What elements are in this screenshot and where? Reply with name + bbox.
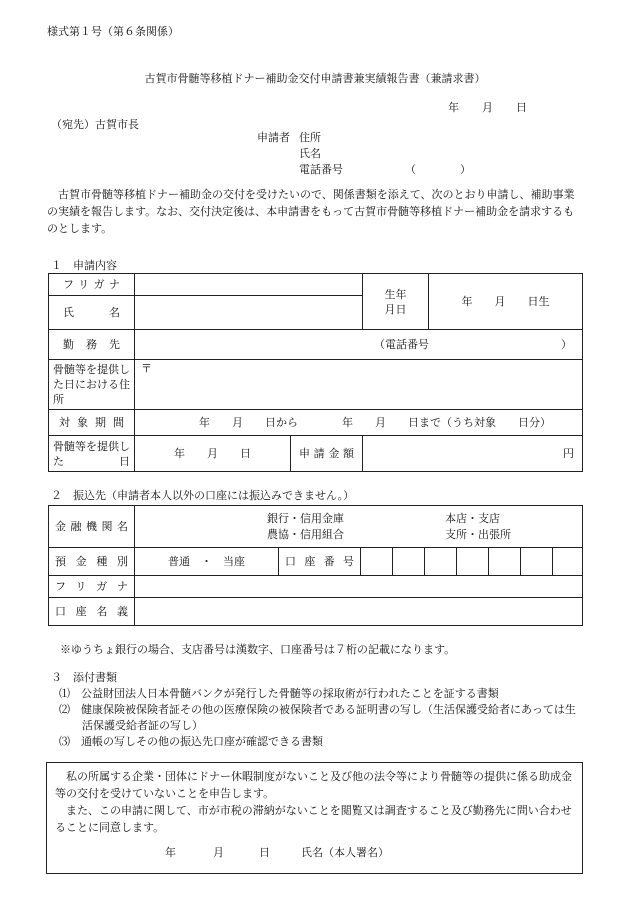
account-type-label-cell <box>49 548 135 576</box>
bank-label-cell <box>49 506 135 548</box>
period-input[interactable] <box>135 410 583 436</box>
bank-name-input[interactable] <box>135 506 583 548</box>
application-table <box>48 273 583 472</box>
applicant-phone-label: 電話番号 <box>299 163 343 176</box>
addressee: （宛先）古賀市長 <box>51 118 139 131</box>
account-digit-5[interactable] <box>489 548 521 576</box>
bank-types-1: 銀行・信用金庫 <box>267 511 344 525</box>
account-furigana-label: フリガナ <box>55 579 128 593</box>
account-digit-4[interactable] <box>457 548 489 576</box>
applicant-address-label: 住所 <box>299 131 321 144</box>
attachment-item-1: ⑴ 公益財団法人日本骨髄バンクが発行した骨髄等の採取術が行われたことを証する書類 <box>59 687 499 700</box>
account-furigana-input[interactable] <box>135 576 583 598</box>
account-digit-6[interactable] <box>521 548 553 576</box>
declaration-day: 日 <box>259 846 270 859</box>
account-furigana-label-cell <box>49 576 135 598</box>
donate-address-label-cell <box>49 360 135 410</box>
amount-input[interactable] <box>363 436 583 472</box>
intro-text: 古賀市骨髄等移植ドナー補助金の交付を受けたいので、関係書類を添えて、次のとおり申請し、補助事業の実績を報告します。なお、交付決定後は、本申請書をもって古賀市骨髄等移植ドナー補助金を請求するものとします。 <box>47 188 575 235</box>
attachment-item-2: ⑵ 健康保険被保険者証その他の医療保険の被保険者である証明書の写し（生活保護受給者にあっては生 <box>59 703 576 716</box>
furigana-input[interactable] <box>135 274 363 296</box>
bank-label: 金融機関名 <box>55 519 128 533</box>
section2-heading: ２ 振込先（申請者本人以外の口座には振込みできません。） <box>51 489 355 502</box>
work-input[interactable] <box>135 330 583 360</box>
birth-value: 年 月 日生 <box>461 294 550 308</box>
work-phone: （電話番号 ） <box>374 337 573 351</box>
declaration-year: 年 <box>165 846 176 859</box>
form-number: 様式第１号（第６条関係） <box>47 25 179 38</box>
signature-label: 氏名（本人署名） <box>301 846 389 859</box>
attachment-item-3: ⑶ 通帳の写しその他の振込先口座が確認できる書類 <box>59 735 323 748</box>
account-name-input[interactable] <box>135 598 583 626</box>
account-name-label: 口座名義 <box>55 604 128 618</box>
declaration-para-2: また、この申請に関して、市が市税の滞納がないことを閲覧又は調査すること及び勤務先に問い合わせることに同意します。 <box>55 804 572 834</box>
branch-types-2: 支所・出張所 <box>445 527 511 541</box>
branch-types-1: 本店・支店 <box>445 511 500 525</box>
donate-address-label: 骨髄等を提供した日における住所 <box>53 363 130 406</box>
amount-label-cell <box>291 436 363 472</box>
account-type-select[interactable] <box>135 548 279 576</box>
period-label-cell <box>49 410 135 436</box>
account-type-value: 普通 ・ 当座 <box>168 554 245 568</box>
donate-date-label: 骨髄等を提供した日 <box>53 439 130 468</box>
name-label-cell <box>49 296 135 330</box>
account-number-label-cell <box>279 548 361 576</box>
birth-label-cell <box>363 274 429 330</box>
account-type-label: 預金種別 <box>55 554 128 568</box>
account-digit-2[interactable] <box>393 548 425 576</box>
bank-table <box>48 505 583 626</box>
account-digit-7[interactable] <box>553 548 583 576</box>
period-value: 年 月 日から 年 月 日まで（うち対象 日分） <box>199 415 551 429</box>
account-name-label-cell <box>49 598 135 626</box>
applicant-label: 申請者 <box>257 131 290 144</box>
section3-heading: ３ 添付書類 <box>51 671 117 684</box>
donate-address-input[interactable] <box>135 360 583 410</box>
date-month: 月 <box>482 101 493 114</box>
section1-heading: １ 申請内容 <box>51 259 117 272</box>
birth-label: 生年月日 <box>384 287 407 316</box>
furigana-label-cell <box>49 274 135 296</box>
declaration-month: 月 <box>213 846 224 859</box>
applicant-phone-parens: （ ） <box>405 163 471 176</box>
work-label: 勤務先 <box>63 337 120 351</box>
postal-mark: 〒 <box>141 362 152 375</box>
account-digit-1[interactable] <box>361 548 393 576</box>
declaration-para-1: 私の所属する企業・団体にドナー休暇制度がないこと及び他の法令等により骨髄等の提供に係る助成金等の交付を受けていないことを申告します。 <box>55 770 572 800</box>
amount-unit: 円 <box>563 446 575 460</box>
date-year: 年 <box>448 101 459 114</box>
declaration-box <box>46 762 583 874</box>
bank-types-2: 農協・信用組合 <box>267 527 344 541</box>
account-digit-3[interactable] <box>425 548 457 576</box>
account-number-label: 口座番号 <box>285 554 354 568</box>
birth-date-input[interactable] <box>429 274 583 330</box>
work-label-cell <box>49 330 135 360</box>
name-label: 氏 名 <box>63 305 120 319</box>
amount-label: 申請金額 <box>299 446 355 460</box>
donate-date-label-cell <box>49 436 135 472</box>
donate-date-input[interactable] <box>135 436 291 472</box>
applicant-name-label: 氏名 <box>299 147 321 160</box>
date-day: 日 <box>516 101 527 114</box>
yucho-note: ※ゆうちょ銀行の場合、支店番号は漢数字、口座番号は７桁の記載になります。 <box>60 643 456 656</box>
period-label: 対象期間 <box>59 415 124 429</box>
name-input[interactable] <box>135 296 363 330</box>
attachment-item-2-cont: 活保護受給者証の写し） <box>82 719 203 732</box>
page-title: 古賀市骨髄等移植ドナー補助金交付申請書兼実績報告書（兼請求書） <box>144 72 486 85</box>
furigana-label: フリガナ <box>63 277 120 291</box>
donate-date-value: 年 月 日 <box>174 446 251 460</box>
